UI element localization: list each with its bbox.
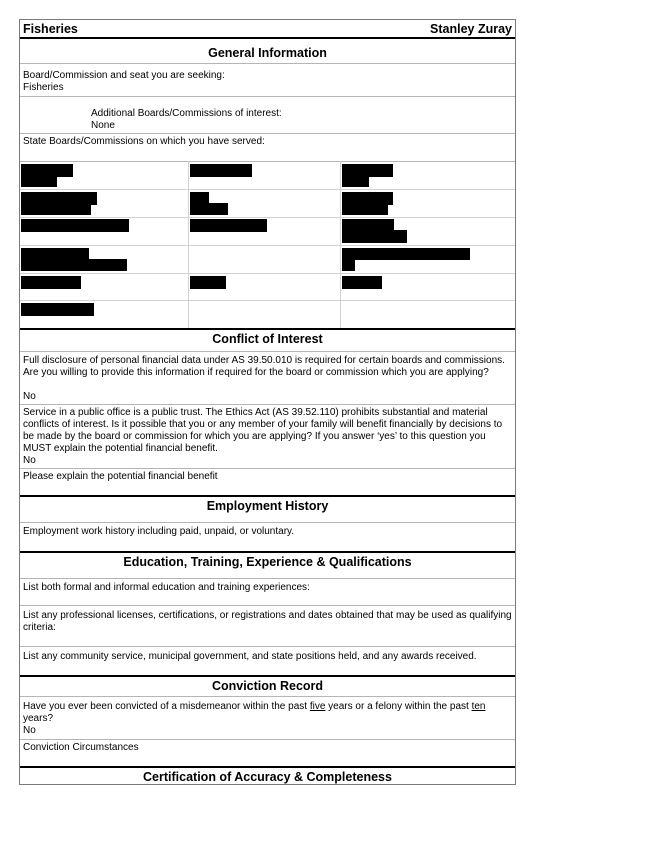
- section-conflict-of-interest: Conflict of Interest: [212, 332, 323, 346]
- section-certification: Certification of Accuracy & Completeness: [143, 770, 392, 784]
- served-boards-label: State Boards/Commissions on which you have served:: [23, 136, 265, 147]
- redaction-block: [21, 303, 94, 316]
- divider: [20, 404, 515, 405]
- redaction-block: [190, 164, 252, 177]
- additional-boards-value: None: [91, 120, 115, 131]
- divider: [20, 161, 515, 162]
- divider: [20, 63, 515, 64]
- employment-history-label: Employment work history including paid, unpaid, or voluntary.: [23, 526, 295, 537]
- financial-disclosure-answer: No: [23, 391, 36, 402]
- divider: [20, 646, 515, 647]
- redaction-block: [21, 276, 81, 289]
- divider: [20, 328, 515, 330]
- conviction-question-text: Have you ever been convicted of a misdemeanor within the past: [23, 701, 310, 712]
- divider: [20, 133, 515, 134]
- redaction-block: [21, 175, 57, 187]
- grid-row-divider: [20, 217, 515, 218]
- redaction-block: [190, 203, 228, 215]
- section-general-information: General Information: [208, 46, 327, 60]
- additional-boards-label: Additional Boards/Commissions of interest:: [91, 108, 282, 119]
- redaction-block: [21, 203, 91, 215]
- conviction-ten-years: ten: [471, 701, 486, 712]
- divider: [20, 739, 515, 740]
- redaction-block: [21, 259, 127, 271]
- section-conviction-record: Conviction Record: [211, 679, 324, 693]
- divider: [20, 551, 515, 553]
- grid-row-divider: [20, 300, 515, 301]
- divider: [20, 37, 515, 39]
- divider: [20, 766, 515, 768]
- conviction-circumstances: Conviction Circumstances: [23, 742, 139, 753]
- divider: [20, 675, 515, 677]
- redaction-block: [342, 175, 369, 187]
- section-employment-history: Employment History: [206, 499, 329, 513]
- community-service-question: List any community service, municipal government, and state positions held, and any awards received.: [23, 651, 477, 662]
- grid-row-divider: [20, 189, 515, 190]
- grid-row-divider: [20, 273, 515, 274]
- licenses-question: List any professional licenses, certifications, or registrations and dates obtained that may be used as qualifying criteria:: [23, 610, 512, 633]
- redaction-block: [21, 219, 129, 232]
- financial-disclosure-question: Full disclosure of personal financial data under AS 39.50.010 is required for certain boards and commissions. Are you willing to provide this information if required for the board or commission which you are applying?: [23, 355, 505, 378]
- section-education: Education, Training, Experience & Qualifications: [123, 555, 412, 569]
- divider: [20, 468, 515, 469]
- application-form: [19, 19, 516, 785]
- divider: [20, 96, 515, 97]
- redaction-block: [342, 248, 470, 260]
- seat-value: Fisheries: [23, 82, 64, 93]
- redaction-block: [342, 230, 407, 243]
- divider: [20, 696, 515, 697]
- applicant-name: Stanley Zuray: [430, 22, 512, 36]
- education-question: List both formal and informal education and training experiences:: [23, 582, 310, 593]
- ethics-answer: No: [23, 455, 36, 466]
- seat-label: Board/Commission and seat you are seeking:: [23, 70, 225, 81]
- redaction-block: [342, 276, 382, 289]
- divider: [20, 351, 515, 352]
- redaction-block: [190, 219, 267, 232]
- redaction-block: [342, 203, 388, 215]
- financial-benefit-explanation: Please explain the potential financial benefit: [23, 471, 218, 482]
- divider: [20, 605, 515, 606]
- redaction-block: [342, 259, 355, 271]
- ethics-question: Service in a public office is a public trust. The Ethics Act (AS 39.52.110) prohibits substantial and material conflicts of interest. Is it possible that you or any member of your family will benefit financially by decisions to be made by the board or commission for which you are applying? If you answer ‘yes’ to this question you MUST explain the potential financial benefit.: [23, 407, 503, 454]
- conviction-question-line2: years?: [23, 713, 54, 724]
- grid-row-divider: [20, 245, 515, 246]
- conviction-five-years: five: [309, 701, 326, 712]
- divider: [20, 522, 515, 523]
- redaction-block: [190, 276, 226, 289]
- conviction-question-line1: [23, 701, 485, 713]
- divider: [20, 495, 515, 497]
- board-name: Fisheries: [23, 22, 78, 36]
- divider: [20, 578, 515, 579]
- conviction-answer: No: [23, 725, 36, 736]
- conviction-question-text: years or a felony within the past: [325, 701, 472, 712]
